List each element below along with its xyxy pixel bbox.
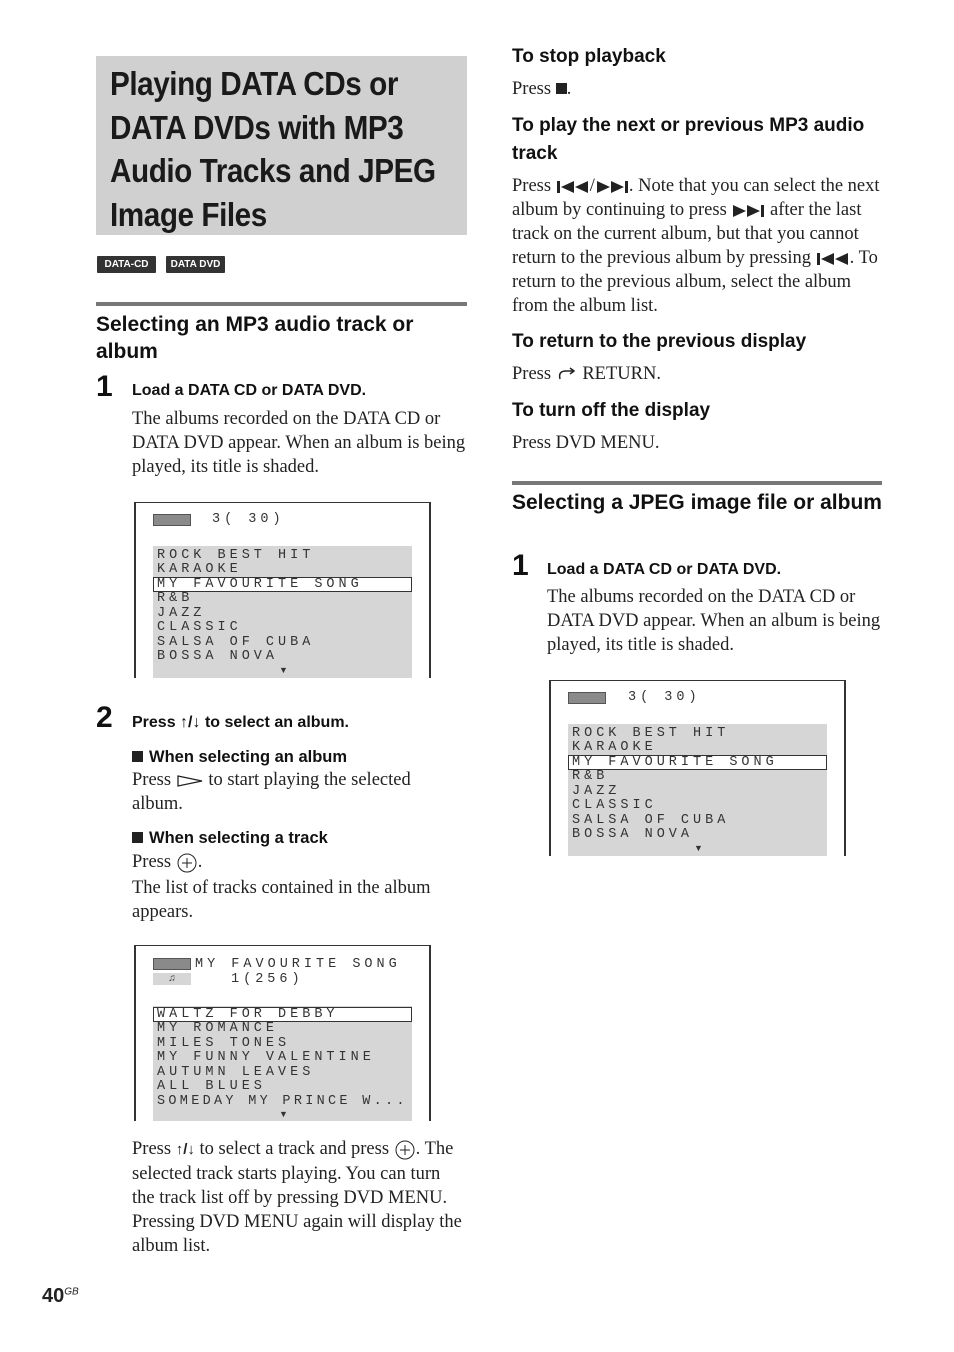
title-box xyxy=(96,56,467,235)
text: Press xyxy=(132,852,172,872)
jpeg-album-list-screen xyxy=(549,680,846,856)
page-number xyxy=(42,1285,79,1308)
page-title: Playing DATA CDs or DATA DVDs with MP3 Audio Tracks and JPEG Image Files xyxy=(110,65,436,233)
text: . xyxy=(197,852,203,872)
section-heading-jpeg: Selecting a JPEG image file or album xyxy=(512,491,882,514)
text: . xyxy=(566,79,572,99)
final-instruction xyxy=(132,1137,464,1258)
text: to select a track and press xyxy=(199,1139,390,1159)
list-item-selected[interactable]: WALTZ FOR DEBBY xyxy=(157,1007,339,1022)
enter-button-icon xyxy=(394,1139,416,1161)
text: to start playing the selected album. xyxy=(132,770,411,814)
album-count: 3( 30) xyxy=(628,690,701,705)
stop-icon xyxy=(556,83,567,94)
list-item[interactable]: R&B xyxy=(157,591,194,606)
scroll-down-icon[interactable]: ▼ xyxy=(279,1109,288,1119)
text: after the last track on the current album, but that you cannot return to the previous album by pressing xyxy=(512,200,862,268)
text: Press xyxy=(512,364,552,384)
step-title xyxy=(132,713,349,733)
previous-track-icon xyxy=(816,252,850,266)
list-item[interactable]: CLASSIC xyxy=(157,620,242,635)
step-number: 2 xyxy=(96,701,113,734)
section-rule xyxy=(96,302,467,306)
list-item[interactable]: BOSSA NOVA xyxy=(572,827,694,842)
step-title: Load a DATA CD or DATA DVD. xyxy=(132,382,367,399)
data-dvd-badge: DATA DVD xyxy=(166,256,225,273)
section-rule xyxy=(512,481,882,485)
step-text: The albums recorded on the DATA CD or DATA DVD appear. When an album is being played, its title is shaded. xyxy=(132,409,466,477)
list-item[interactable]: SALSA OF CUBA xyxy=(572,813,730,828)
list-item[interactable]: R&B xyxy=(572,769,609,784)
track-list-screen xyxy=(134,945,431,1121)
text: Press xyxy=(132,770,172,790)
track-instruction xyxy=(132,850,462,874)
subheading-album xyxy=(132,747,347,767)
text: . To return to the previous album, select the album from the album list. xyxy=(512,248,878,316)
data-cd-badge: DATA-CD xyxy=(97,256,156,273)
next-track-icon xyxy=(595,180,629,194)
return-text xyxy=(512,362,661,386)
list-item[interactable]: CLASSIC xyxy=(572,798,657,813)
page-suffix: GB xyxy=(64,1286,79,1298)
stop-text xyxy=(512,77,571,101)
folder-icon xyxy=(153,958,191,970)
list-item[interactable]: MY ROMANCE xyxy=(157,1021,279,1036)
track-list-text: The list of tracks contained in the album appears. xyxy=(132,878,431,922)
previous-track-icon xyxy=(556,180,590,194)
square-bullet-icon xyxy=(132,751,143,762)
folder-icon xyxy=(153,514,191,526)
play-icon xyxy=(176,774,204,788)
step-title-post: to select an album. xyxy=(204,714,349,731)
list-item[interactable]: KARAOKE xyxy=(157,562,242,577)
text: . Note that you can select the next album by continuing to press xyxy=(512,176,880,220)
step-title-pre: Press xyxy=(132,714,176,731)
next-prev-heading: To play the next or previous MP3 audio track xyxy=(512,115,865,164)
list-item[interactable]: ROCK BEST HIT xyxy=(572,726,730,741)
list-item-selected[interactable]: MY FAVOURITE SONG xyxy=(157,577,363,592)
list-item[interactable]: JAZZ xyxy=(572,784,621,799)
subheading-text: When selecting a track xyxy=(149,829,328,847)
return-icon xyxy=(556,367,578,383)
text: Press xyxy=(512,79,552,99)
list-item[interactable]: SOMEDAY MY PRINCE W... xyxy=(157,1094,408,1109)
stop-heading: To stop playback xyxy=(512,46,666,67)
list-item[interactable]: ROCK BEST HIT xyxy=(157,548,315,563)
text: / xyxy=(589,176,595,196)
album-count: 3( 30) xyxy=(212,512,285,527)
text: RETURN. xyxy=(582,364,661,384)
up-down-arrows-icon: ↑/↓ xyxy=(180,714,201,731)
album-name: MY FAVOURITE SONG xyxy=(195,957,401,972)
list-item[interactable]: MILES TONES xyxy=(157,1036,291,1051)
album-list xyxy=(568,724,827,856)
album-list xyxy=(153,546,412,678)
folder-icon xyxy=(568,692,606,704)
list-item[interactable]: JAZZ xyxy=(157,606,206,621)
album-instruction xyxy=(132,768,462,816)
step-text: The albums recorded on the DATA CD or DATA DVD appear. When an album is being played, its title is shaded. xyxy=(547,587,881,655)
list-item[interactable]: MY FUNNY VALENTINE xyxy=(157,1050,375,1065)
list-item[interactable]: SALSA OF CUBA xyxy=(157,635,315,650)
subheading-track xyxy=(132,828,328,848)
list-item-selected[interactable]: MY FAVOURITE SONG xyxy=(572,755,778,770)
music-note-icon: ♫ xyxy=(153,973,191,985)
square-bullet-icon xyxy=(132,832,143,843)
list-item[interactable]: BOSSA NOVA xyxy=(157,649,279,664)
track-count: 1(256) xyxy=(231,972,304,987)
list-item[interactable]: ALL BLUES xyxy=(157,1079,266,1094)
step-title: Load a DATA CD or DATA DVD. xyxy=(547,561,782,578)
next-track-icon xyxy=(731,204,765,218)
turn-off-heading: To turn off the display xyxy=(512,400,711,421)
section-heading-mp3: Selecting an MP3 audio track or album xyxy=(96,313,414,363)
list-item[interactable]: KARAOKE xyxy=(572,740,657,755)
page-number-value: 40 xyxy=(42,1285,65,1307)
return-heading: To return to the previous display xyxy=(512,331,807,352)
step-number: 1 xyxy=(96,370,113,403)
text: Press xyxy=(132,1139,172,1159)
next-prev-text xyxy=(512,174,884,318)
text: . The selected track starts playing. You can turn the track list off by pressing DVD MENU. Pressing DVD MENU again will display the album list. xyxy=(132,1139,462,1256)
scroll-down-icon[interactable]: ▼ xyxy=(694,843,703,853)
scroll-down-icon[interactable]: ▼ xyxy=(279,665,288,675)
album-list-screen xyxy=(134,502,431,678)
up-down-arrows-icon: ↑/↓ xyxy=(175,1141,195,1158)
text: Press xyxy=(512,176,552,196)
turn-off-text: Press DVD MENU. xyxy=(512,433,660,453)
list-item[interactable]: AUTUMN LEAVES xyxy=(157,1065,315,1080)
enter-button-icon xyxy=(176,852,198,874)
step-number: 1 xyxy=(512,549,529,582)
track-list xyxy=(153,1006,412,1121)
subheading-text: When selecting an album xyxy=(149,748,348,766)
